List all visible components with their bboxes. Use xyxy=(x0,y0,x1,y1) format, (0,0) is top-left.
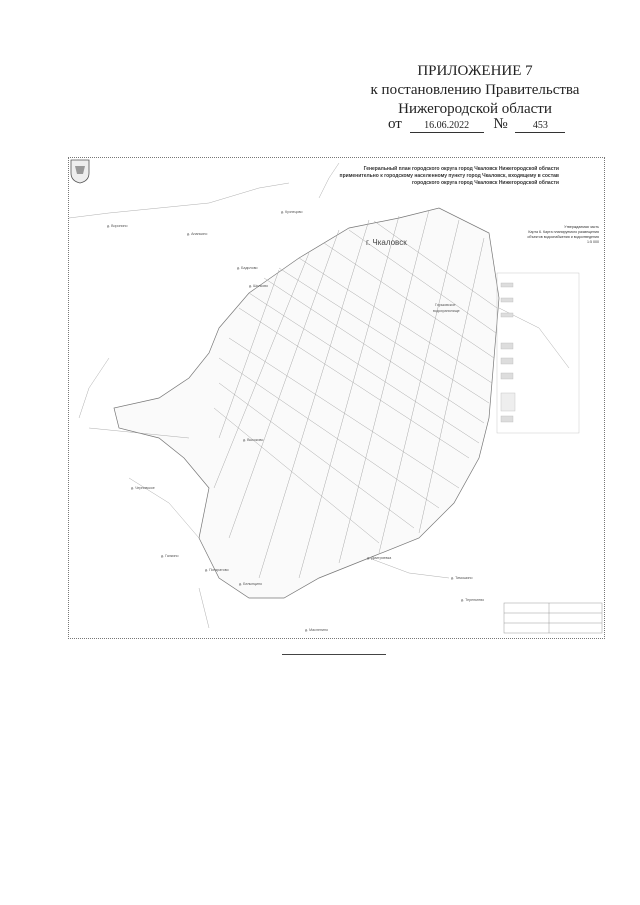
map-subtitle-line-1: Утверждаемая часть xyxy=(564,225,599,229)
document-header xyxy=(340,62,610,119)
place-label: д. Тимошино xyxy=(451,576,473,580)
place-label: д. Воронино xyxy=(107,224,128,228)
master-plan-map xyxy=(68,157,605,639)
map-legend xyxy=(497,273,579,433)
place-label: д. Высоково xyxy=(243,438,264,442)
map-title-line-2: применительно к городскому населенному пункту город Чкаловск, входящему в состав xyxy=(339,173,559,179)
from-label: от xyxy=(388,116,402,132)
map-title-line-3: городского округа город Чкаловск Нижегородской области xyxy=(412,180,559,186)
place-label: д. Бадилово xyxy=(237,266,258,270)
resolution-line: к постановлению Правительства xyxy=(370,82,580,98)
place-label: д. Масленино xyxy=(305,628,328,632)
city-label: г. Чкаловск xyxy=(366,238,407,247)
place-label: д. Белынцино xyxy=(239,582,263,586)
place-label: д. Дмитриевка xyxy=(367,556,392,560)
map-subtitle-line-2: Карта 6. Карта планируемого размещения xyxy=(528,230,599,234)
coat-of-arms-icon xyxy=(69,158,91,184)
title-block xyxy=(504,603,602,633)
map-title xyxy=(259,166,559,187)
place-label: д. Тереньтево xyxy=(461,598,485,602)
resolution-number: 453 xyxy=(515,119,565,133)
reservoir-label-1: Горьковское xyxy=(435,303,456,307)
place-label: д. Шилково xyxy=(249,284,268,288)
place-label: д. Ананьино xyxy=(187,232,208,236)
place-label: д. Понкратово xyxy=(205,568,229,572)
map-title-line-1: Генеральный план городского округа город Чкаловск Нижегородской области xyxy=(363,166,559,172)
reservoir-label-2: водохранилище xyxy=(433,309,460,313)
place-label: д. Кузнецово xyxy=(281,210,303,214)
city-boundary xyxy=(114,208,499,598)
map-subtitle xyxy=(487,225,599,245)
appendix-title: ПРИЛОЖЕНИЕ 7 xyxy=(417,63,533,79)
place-label: д. Черновское xyxy=(131,486,155,490)
number-label: № xyxy=(493,116,508,132)
footer-rule xyxy=(282,654,386,655)
date-number-line xyxy=(388,116,565,133)
map-scale: 1:5 000 xyxy=(587,240,599,244)
resolution-date: 16.06.2022 xyxy=(410,119,484,133)
region-line: Нижегородской области xyxy=(398,101,552,117)
map-subtitle-line-3: объектов водоснабжения и водоотведения xyxy=(527,235,599,239)
place-label: д. Галкино xyxy=(161,554,179,558)
